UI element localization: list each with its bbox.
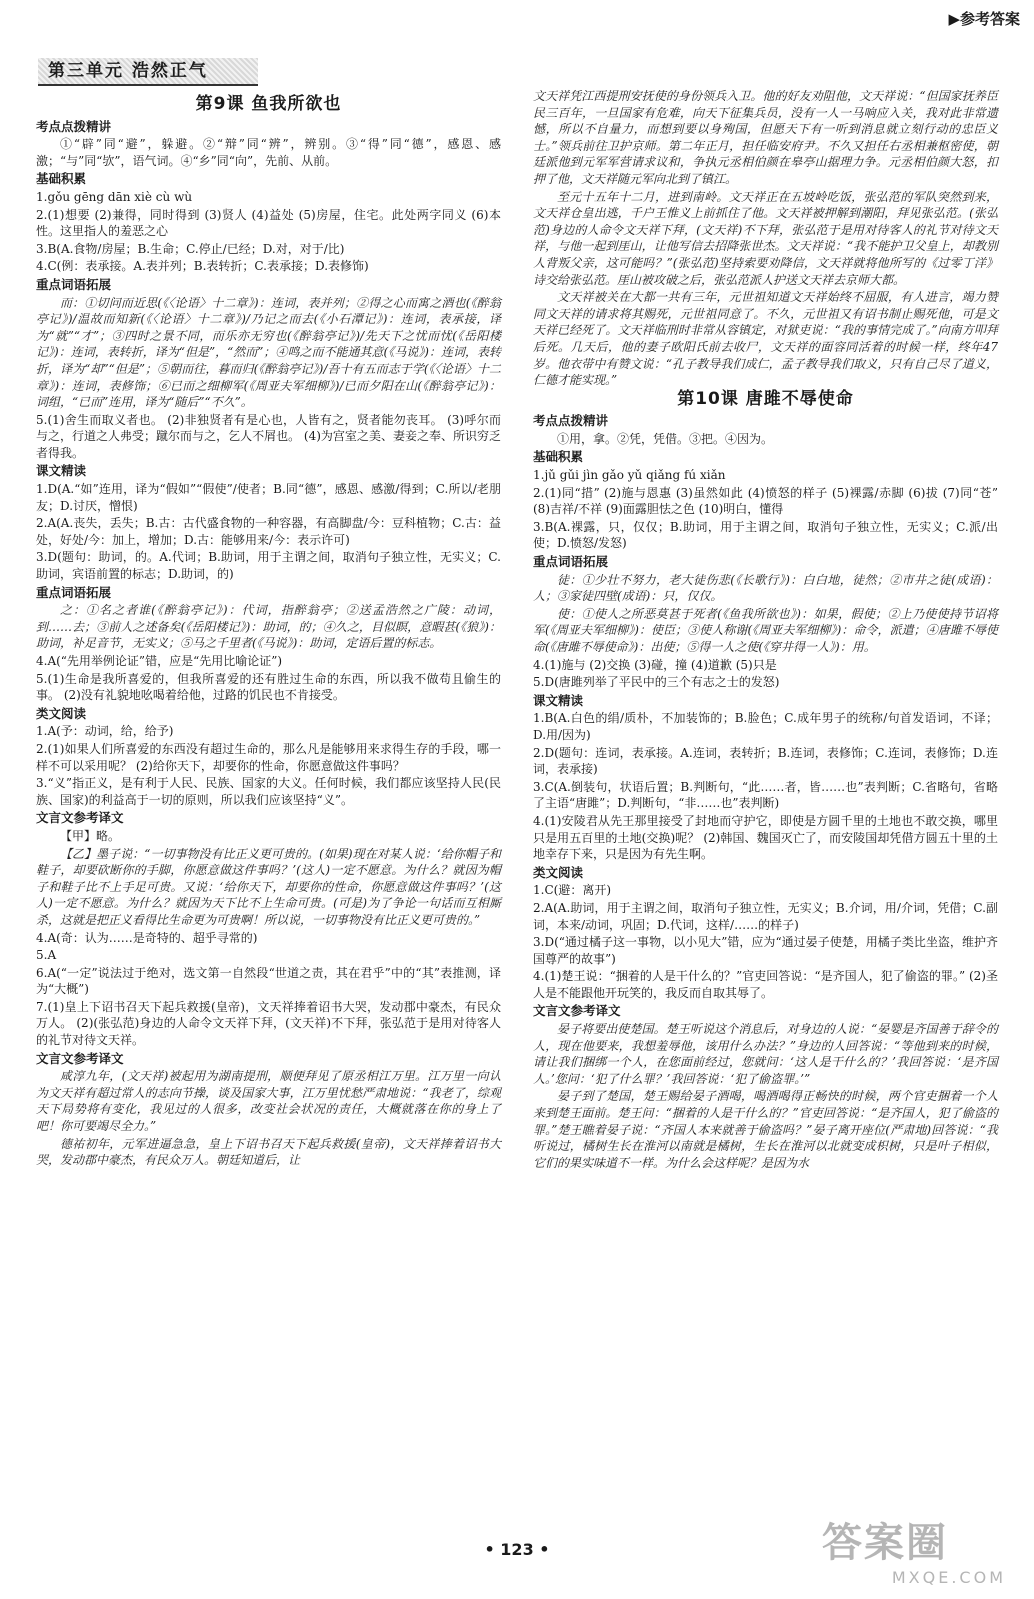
answer-paragraph: 3.C(A.倒装句，状语后置；B.判断句，“此……者，皆……也”表判断；C.省略句，省略了主语“唐雎”；D.判断句，“非……也”表判断) <box>533 779 998 811</box>
answer-paragraph: 德祐初年，元军进逼急急，皇上下诏书召天下起兵救援(皇帝)，文天祥捧着诏书大哭，发动郡中豪杰，有民众万人。朝廷知道后，让 <box>36 1136 501 1168</box>
answer-paragraph: 2.D(题句：连词，表承接。A.连词，表转折；B.连词，表修饰；C.连词，表修饰；D.连词，表承接) <box>533 745 998 777</box>
answer-paragraph: 徒：①少壮不努力，老大徒伤悲(《长歌行》)：白白地，徒然；②市井之徒(成语)：人；③家徒四壁(成语)：只，仅仅。 <box>533 572 998 604</box>
answer-paragraph: 文天祥凭江西提刑安抚使的身份领兵入卫。他的好友劝阻他，文天祥说：“但国家抚养臣民三百年，一旦国家有危难，向天下征集兵员，没有一人一马响应入关，我对此非常遗憾，所以不自量力，而想到要以身殉国，但愿天下有一听到消息就立刻行动的忠臣义士。”领兵前往卫护京师。第二年正月，担任临安府尹。不久又担任右丞相兼枢密使，朝廷派他到元军军营请求议和，争执元丞相伯颜在皋亭山据理力争。元丞相伯颜大怒，扣押了他，文天祥随元军向北到了镇江。 <box>533 89 998 186</box>
answer-paragraph: 3.D(“通过橘子这一事物，以小见大”错，应为“通过晏子使楚，用橘子类比坐盗，维护齐国尊严的故事”) <box>533 935 998 966</box>
answer-paragraph: 4.A(“先用举例论证”错，应是“先用比喻论证”) <box>36 654 283 668</box>
answer-paragraph: 文天祥被关在大都一共有三年，元世祖知道文天祥始终不屈服，有人进言，竭力赞同文天祥的请求将其赐死，元世祖同意了。不久，元世祖又有诏书制止赐死他，可是文天祥已经死了。文天祥临刑时非常从容镇定，对狱吏说：“我的事情完成了。”向南方叩拜后死。几天后，他的妻子欧阳氏前去收尸，文天祥的面容同活着的时候一样，终年47岁。他衣带中有赞文说：“孔子教导我们成仁，孟子教导我们取义，只有自己尽了道义，仁德才能实现。” <box>533 290 998 388</box>
answer-paragraph: 2.(1)如果人们所喜爱的东西没有超过生命的，那么凡是能够用来求得生存的手段，哪一样不可以采用呢？ (2)给你天下，却要你的性命，你愿意做这件事吗？ <box>36 741 501 773</box>
answer-paragraph: 2.A(A.丧失，丢失；B.古：古代盛食物的一种容器，有高脚盘/今：豆科植物；C.古：益处，好处/今：加上，增加；D.古：能够用来/今：表示许可) <box>36 516 501 547</box>
answer-paragraph: 3.B(A.食物/房屋；B.生命；C.停止/已经；D.对，对于/比) <box>36 241 345 256</box>
answer-paragraph: 5.A <box>36 948 57 963</box>
answer-paragraph: 5.(1)生命是我所喜爱的，但我所喜爱的还有胜过生命的东西，所以我不做苟且偷生的事。 (2)没有礼貌地吆喝着给他，过路的饥民也不肯接受。 <box>36 671 501 703</box>
section-heading: 基础积累 <box>533 449 584 465</box>
answer-paragraph: 1.C(避：离开) <box>533 883 611 898</box>
answer-paragraph: 1.gǒu gēng dān xiè cù wù <box>36 189 193 204</box>
left-column <box>36 94 501 1170</box>
answer-paragraph: 至元十五年十二月，进到南岭。文天祥正在五坡岭吃饭，张弘范的军队突然到来，文天祥仓皇出逃，千户王惟义上前抓住了他。文天祥被押解到潮阳，拜见张弘范。(张弘范)身边的人命令文天祥下拜，(文天祥)不下拜，张弘范于是用对待客人的礼节对待文天祥，与他一起到厓山，让他写信去招降张世杰。文天祥说：“我不能护卫父皇上，却教别人背叛父亲，这可能吗？”(张弘范)坚持索要劝降信，文天祥就将他所写的《过零丁洋》诗交给张弘范。厓山被攻破之后，张弘范派人护送文天祥去京师大都。 <box>533 189 998 287</box>
answer-paragraph: 3.B(A.裸露，只，仅仅；B.助词，用于主谓之间，取消句子独立性，无实义；C.派/出使；D.愤怒/发怒) <box>533 519 998 551</box>
answer-paragraph: 而：①切问而近思(《〈论语〉十二章》)：连词，表并列；②得之心而寓之酒也(《醉翁亭记》)/温故而知新(《〈论语〉十二章》)/乃记之而去(《小石潭记》)：连词，表承接，译为“就”“才”；③四时之景不同，而乐亦无穷也(《醉翁亭记》)/先天下之忧而忧(《岳阳楼记》)：连词，表转折，译为“但是”，“然而”；④鸣之而不能通其意(《马说》)：连词，表转折，译为“却”“但是”；⑤朝而往，暮而归(《醉翁亭记》)/吾十有五而志于学(《〈论语〉十二章》)：连词，表修饰；⑥已而之细柳军(《周亚夫军细柳》)/已而夕阳在山(《醉翁亭记》)：词组，“已而”连用，译为“随后”“不久”。 <box>36 295 501 410</box>
page-number: • 123 • <box>484 1540 550 1559</box>
section-heading: 文言文参考译文 <box>533 1003 621 1019</box>
section-tag: ▶参考答案 <box>948 10 1020 28</box>
watermark-main: 答案圈 <box>822 1520 948 1566</box>
answer-paragraph: 5.D(唐雎列举了平民中的三个有志之士的发怒) <box>533 675 780 690</box>
answer-paragraph: 之：①名之者谁(《醉翁亭记》)：代词，指醉翁亭；②送孟浩然之广陵：动词，到……去；③前人之述备矣(《岳阳楼记》)：助词，的；④久之，目似瞑，意暇甚(《狼》)：助词，补足音节，无实义；⑤马之千里者(《马说》)：助词，定语后置的标志。 <box>36 603 501 651</box>
answer-paragraph: 1.B(A.白色的绢/质朴，不加装饰的；B.脸色；C.成年男子的统称/句首发语词，不译；D.用/因为) <box>533 711 998 742</box>
answer-paragraph: 4.C(例：表承接。A.表并列；B.表转折；C.表承接；D.表修饰) <box>36 259 369 274</box>
section-heading: 重点词语拓展 <box>36 276 112 292</box>
answer-paragraph: 1.A(予：动词，给，给予) <box>36 724 174 739</box>
answer-paragraph: 3.“义”指正义，是有利于人民、民族、国家的大义。任何时候，我们都应该坚持人民(民族、国家)的利益高于一切的原则，所以我们应该坚持“义”。 <box>36 776 501 807</box>
watermark-logo <box>822 1511 1012 1591</box>
section-heading: 课文精读 <box>36 463 87 479</box>
answer-paragraph: 5.(1)舍生而取义者也。 (2)非独贤者有是心也，人皆有之，贤者能勿丧耳。 (3)呼尔而与之，行道之人弗受；蹴尔而与之，乞人不屑也。 (4)为宫室之美、妻妾之奉、所识穷乏者得我。 <box>36 412 501 460</box>
section-heading: 文言文参考译文 <box>36 1050 124 1066</box>
section-heading: 文言文参考译文 <box>36 810 124 826</box>
section-heading: 基础积累 <box>36 171 87 187</box>
answer-paragraph: 咸淳九年，(文天祥)被起用为湖南提刑，顺便拜见了原丞相江万里。江万里一向认为文天祥有超过常人的志向节操，谈及国家大事，江万里忧愁严肃地说：“我老了，综观天下局势将有变化，我见过的人很多，改变社会状况的责任，大概就落在你的身上了吧！你可要竭尽全力。” <box>36 1069 501 1134</box>
answer-paragraph: 4.(1)施与 (2)交换 (3)碰，撞 (4)道歉 (5)只是 <box>533 657 777 672</box>
section-heading: 重点词语拓展 <box>533 554 609 570</box>
lesson-title: 第9课 鱼我所欲也 <box>195 94 342 114</box>
answer-paragraph: 4.(1)安陵君从先王那里接受了封地而守护它，即使是方圆千里的土地也不敢交换，哪里只是用五百里的土地(交换)呢？ (2)韩国、魏国灭亡了，而安陵国却凭借方圆五十里的土地幸存下来，只是因为有先生啊。 <box>533 813 998 862</box>
answer-paragraph: 6.A(“一定”说法过于绝对，选文第一自然段“世道之责，其在君乎”中的“其”表推测，译为“大概”) <box>36 965 501 997</box>
answer-paragraph: ①用，拿。②凭，凭借。③把。④因为。 <box>557 431 774 446</box>
answer-paragraph: 1.D(A.“如”连用，译为“假如”“假使”/使者；B.同“德”，感恩、感激/得到；C.所以/老朋友；D.讨厌，憎恨) <box>36 482 501 513</box>
section-heading: 类文阅读 <box>36 705 87 721</box>
answer-paragraph: ①“辟”同“避”，躲避。②“辩”同“辨”，辨别。③“得”同“德”，感恩、感激；“与”同“欤”，语气词。④“乡”同“向”，先前、从前。 <box>36 137 501 168</box>
lesson-title: 第10课 唐雎不辱使命 <box>677 388 854 409</box>
answer-paragraph: 使：①使人之所恶莫甚于死者(《鱼我所欲也》)：如果，假使；②上乃使使持节诏将军(《周亚夫军细柳》)：使臣；③使人称谢(《周亚夫军细柳》)：命令，派遣；④唐雎不辱使命(《唐雎不辱使命》)：出使；⑤得一人之使(《穿井得一人》)：用。 <box>533 606 998 654</box>
answer-paragraph: 晏子将要出使楚国。楚王听说这个消息后，对身边的人说：“晏婴是齐国善于辞令的人，现在他要来，我想羞辱他，该用什么办法？”身边的人回答说：“等他到来的时候，请让我们捆绑一个人，在您面前经过，您就问：‘这人是干什么的？’我回答说：‘是齐国人。’您问：‘犯了什么罪？’我回答说：‘犯了偷盗罪。’” <box>533 1022 998 1086</box>
answer-paragraph: 4.A(奇：认为……是奇特的、超乎寻常的) <box>36 930 258 945</box>
section-heading: 课文精读 <box>533 692 584 708</box>
unit-banner: 第三单元 浩然正气 <box>38 58 258 86</box>
answer-paragraph: 7.(1)皇上下诏书召天下起兵救援(皇帝)，文天祥捧着诏书大哭，发动郡中豪杰，有民众万人。 (2)(张弘范)身边的人命令文天祥下拜，(文天祥)不下拜，张弘范于是用对待客人的礼节对待文天祥。 <box>36 999 501 1048</box>
section-heading: 类文阅读 <box>533 864 584 880</box>
answer-paragraph: 2.(1)同“措” (2)施与恩惠 (3)虽然如此 (4)愤怒的样子 (5)裸露/赤脚 (6)拔 (7)同“苍” (8)吉祥/不祥 (9)面露胆怯之色 (10)明白，懂得 <box>533 485 998 517</box>
answer-paragraph: 【甲】略。 <box>60 828 121 843</box>
answer-paragraph: 【乙】墨子说：“一切事物没有比正义更可贵的。(如果)现在对某人说：‘给你帽子和鞋子，却要砍断你的手脚，你愿意做这件事吗？’(这人)一定不愿意。为什么？就因为帽子和鞋子比不上手足可贵。又说：‘给你天下，却要你的性命，你愿意做这件事吗？’(这人)一定不愿意。为什么？就因为天下比不上生命可贵。(可是)为了争论一句话而互相厮杀，这就是把正义看得比生命更为可贵啊！所以说，一切事物没有比正义更可贵的。” <box>36 846 501 927</box>
answer-paragraph: 4.(1)楚王说：“捆着的人是干什么的？”官吏回答说：“是齐国人，犯了偷盗的罪。” (2)圣人是不能跟他开玩笑的，我反而自取其辱了。 <box>533 969 998 1000</box>
answer-paragraph: 2.A(A.助词，用于主谓之间，取消句子独立性，无实义；B.介词，用/介词，凭借；C.副词，本来/动词，巩固；D.代词，这样/……的样子) <box>533 900 998 932</box>
answer-paragraph: 3.D(题句：助词，的。A.代词；B.助词，用于主谓之间，取消句子独立性，无实义；C.助词，宾语前置的标志；D.助词，的) <box>36 550 501 582</box>
answer-paragraph: 2.(1)想要 (2)兼得，同时得到 (3)贤人 (4)益处 (5)房屋，住宅。此处两字同义 (6)本性。这里指人的羞恶之心 <box>36 207 501 239</box>
section-heading: 考点点拨精讲 <box>533 413 609 429</box>
section-heading: 考点点拨精讲 <box>36 118 112 134</box>
answer-paragraph: 晏子到了楚国，楚王赐给晏子酒喝，喝酒喝得正畅快的时候，两个官吏捆着一个人来到楚王面前。楚王问：“捆着的人是干什么的？”官吏回答说：“是齐国人，犯了偷盗的罪。”楚王瞧着晏子说：“齐国人本来就善于偷盗吗？”晏子离开座位(严肃地)回答说：“我听说过，橘树生长在淮河以南就是橘树，生长在淮河以北就变成枳树，只是叶子相似，它们的果实味道不一样。为什么会这样呢？是因为水 <box>533 1089 998 1170</box>
watermark-sub: MXQE.COM <box>891 1568 1006 1587</box>
section-heading: 重点词语拓展 <box>36 584 112 600</box>
right-column <box>533 88 998 1172</box>
answer-paragraph: 1.jǔ gǔi jìn gǎo yǔ qiǎng fú xiǎn <box>533 468 726 483</box>
